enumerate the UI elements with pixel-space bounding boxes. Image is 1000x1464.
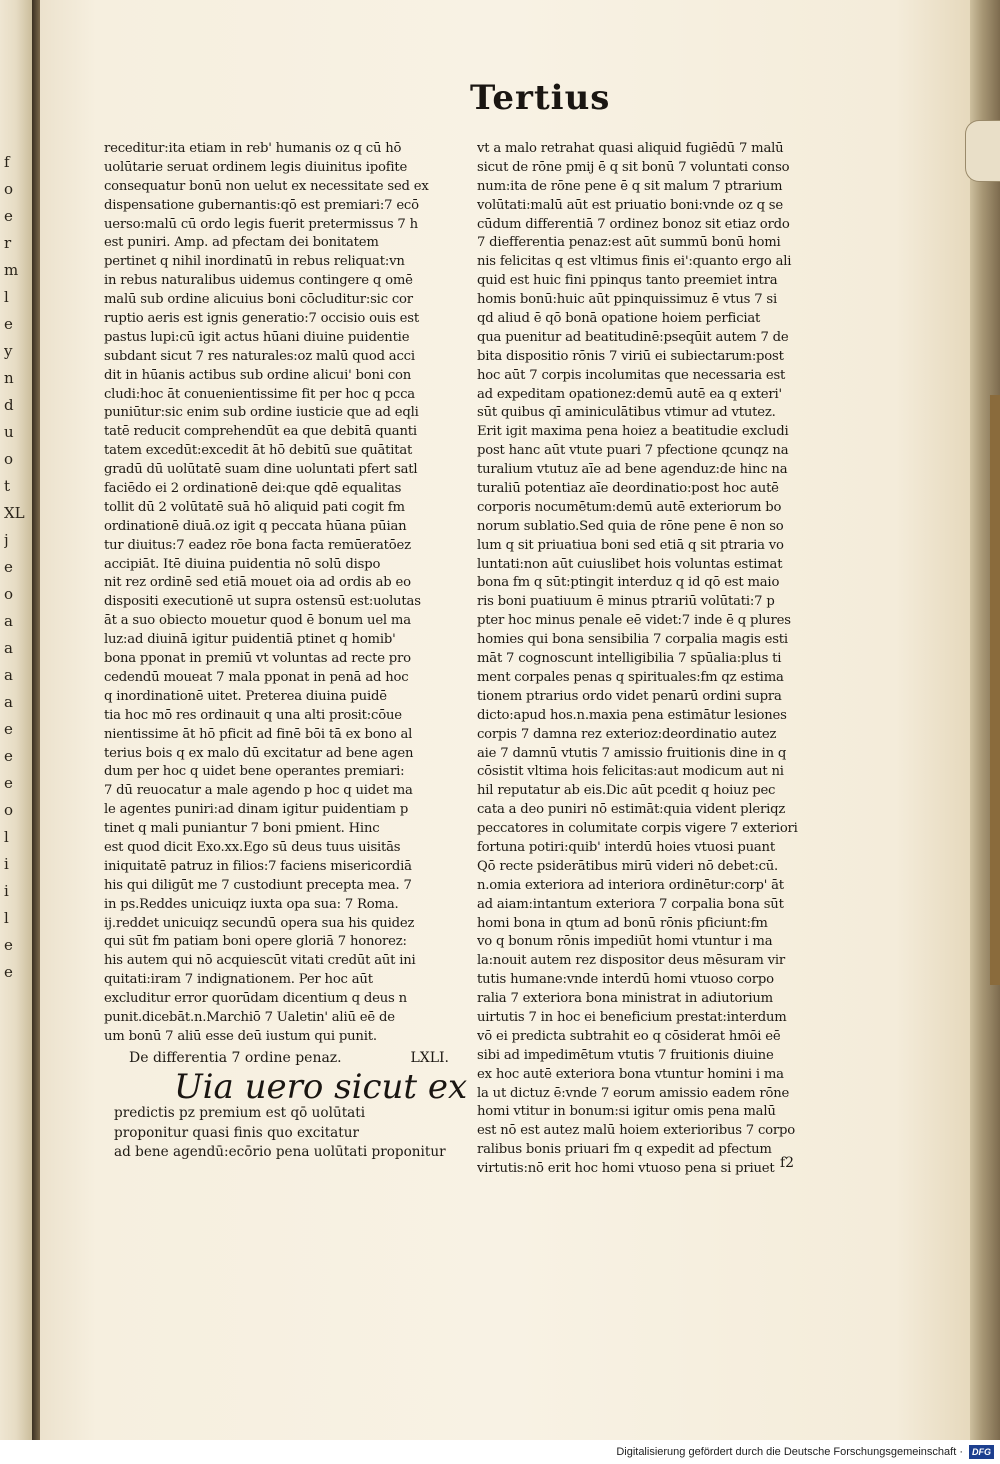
text-line: cludi:hoc āt conuenientissime fit per hoc q pcca (104, 386, 415, 402)
text-line: ment corpales penas q spirituales:fm qz estima (477, 669, 784, 685)
text-line: ij.reddet unicuiqz secundū opera sua his quidez (104, 915, 415, 931)
text-line: Erit igit maxima pena hoiez a beatitudie excludi (477, 424, 789, 440)
chapter-initial-line: Uia uero sicut ex (174, 1067, 468, 1107)
margin-fragment: y (4, 342, 13, 360)
margin-fragment: a (4, 693, 13, 711)
text-line: est nō est autez malū hoiem exterioribus 7 corpo (477, 1123, 795, 1139)
text-line: n.omia exteriora ad interiora ordinētur:corp' āt (477, 877, 784, 893)
text-line: luz:ad diuinā igitur puidentiā ptinet q homib' (104, 632, 396, 648)
chapter-number: LXLI. (410, 1050, 449, 1066)
text-line: in rebus naturalibus uidemus contingere q omē (104, 273, 413, 289)
text-line: cūdum differentiā 7 ordinez bonoz sit etiaz ordo (477, 216, 790, 232)
text-line: virtutis:nō erit hoc homi vtuoso pena si priuet (477, 1161, 775, 1177)
text-line: dispensatione gubernantis:qō est premiari:7 ecō (104, 197, 419, 213)
text-line: dicto:apud hos.n.maxia pena estimātur lesiones (477, 707, 787, 723)
text-line: iniquitatē patruz in filios:7 faciens misericordiā (104, 858, 412, 874)
text-line: uirtutis 7 in hoc ei beneficium prestat:interdum (477, 1009, 787, 1025)
text-line: lum q sit priuatiua boni sed etiā q sit ptraria vo (477, 537, 784, 553)
margin-fragment: e (4, 207, 13, 225)
text-line: sicut de rōne pmij ē q sit bonū 7 voluntati conso (477, 159, 790, 175)
margin-fragment: a (4, 666, 13, 684)
text-line: his qui diligūt me 7 custodiunt precepta mea. 7 (104, 877, 412, 893)
margin-fragment: i (4, 882, 9, 900)
text-line: ex hoc autē exteriora bona vtuntur homini i ma (477, 1066, 784, 1082)
text-line: dum per hoc q uidet bene operantes premiari: (104, 764, 405, 780)
text-line: qua puenitur ad beatitudinē:pseqūit autem 7 de (477, 329, 789, 345)
text-line: cedendū moueat 7 mala pponat in penā ad hoc (104, 669, 409, 685)
text-line: dit in hūanis actibus sub ordine alicui' boni con (104, 367, 412, 383)
margin-fragment: e (4, 558, 13, 576)
text-line: sūt quibus qī aminiculātibus vtimur ad vtutez. (477, 405, 776, 421)
margin-fragment: l (4, 288, 9, 306)
text-line: hoc aūt 7 corpis incolumitas que necessaria est (477, 367, 786, 383)
text-line: le agentes puniri:ad dinam igitur puidentiam p (104, 802, 409, 818)
margin-fragment: f (4, 153, 10, 171)
text-line: ralibus bonis priuari fm q expedit ad pfectum (477, 1142, 772, 1158)
text-line: 7 diefferentia penaz:est aūt summū bonū homi (477, 235, 781, 251)
text-line: quid est huic fini ppinqus tanto preemiet intra (477, 273, 778, 289)
text-line: post hanc aūt vtute puari 7 pfectione qcunqz na (477, 443, 789, 459)
margin-fragment: o (4, 801, 14, 819)
footer-bar (0, 1440, 1000, 1464)
margin-fragment: o (4, 180, 14, 198)
text-line: ralia 7 exteriora bona ministrat in adiutorium (477, 991, 773, 1007)
text-line: gradū dū uolūtatē suam dine uoluntati pfert satl (104, 462, 418, 478)
text-line: ad aiam:intantum exteriora 7 corpalia bona sūt (477, 896, 784, 912)
text-line: tionem ptrarius ordo videt penarū ordini supra (477, 688, 782, 704)
text-line: luntati:non aūt cuiuslibet hois voluntas estimat (477, 556, 783, 572)
text-line: turaliū potentiaz aīe deordinatio:post hoc autē (477, 481, 779, 497)
margin-fragment: e (4, 315, 13, 333)
margin-fragment: d (4, 396, 14, 414)
margin-fragment: e (4, 720, 13, 738)
text-line: qui sūt fm patiam boni opere gloriā 7 honorez: (104, 934, 407, 950)
text-line: tollit dū 2 volūtatē suā hō aliquid pati cogit fm (104, 499, 405, 515)
text-line: la:nouit autem rez dispositor deus mēsuram vir (477, 953, 785, 969)
text-line: homis bonū:huic aūt ppinquissimuz ē vtus 7 si (477, 292, 777, 308)
text-line: tinet q mali puniantur 7 boni pmient. Hinc (104, 821, 380, 837)
text-line: terius bois q ex malo dū excitatur ad bene agen (104, 745, 414, 761)
text-line: punit.dicebāt.n.Marchiō 7 Ualetin' aliū eē de (104, 1009, 395, 1025)
text-line: est puniri. Amp. ad pfectam dei bonitatem (104, 235, 379, 251)
margin-fragment: e (4, 936, 13, 954)
margin-fragment: l (4, 828, 9, 846)
margin-fragment: XL (4, 504, 25, 522)
text-line: vō ei predicta subtrahit eo q cōsiderat hmōi eē (477, 1028, 781, 1044)
text-line: tia hoc mō res ordinauit q una alti prosit:cōue (104, 707, 402, 723)
text-line: tur diuitus:7 eadez rōe bona facta remūeratōez (104, 537, 411, 553)
text-line: dispositi executionē ut supra ostensū est:uolutas (104, 594, 421, 610)
text-line: bona pponat in premiū vt voluntas ad recte pro (104, 651, 411, 667)
margin-fragment: e (4, 774, 13, 792)
margin-fragment: t (4, 477, 11, 495)
text-line: ad expeditam opationez:demū autē ea q exteri' (477, 386, 782, 402)
text-line: quitati:iram 7 indignationem. Per hoc aūt (104, 972, 373, 988)
text-line: pter hoc minus penale eē videt:7 inde ē q plures (477, 613, 791, 629)
text-line: receditur:ita etiam in reb' humanis oz q cū hō (104, 141, 402, 156)
margin-fragment: n (4, 369, 14, 387)
margin-fragment: r (4, 234, 12, 252)
text-line: āt a suo obiecto mouetur quod ē bonum uel ma (104, 613, 411, 629)
text-line: la ut dictuz ē:vnde 7 eorum amissio eadem rōne (477, 1085, 790, 1101)
text-line: ordinationē diuā.oz igit q peccata hūana pūian (104, 518, 407, 534)
chapter-opening-text (114, 1104, 454, 1163)
text-line: num:ita de rōne pene ē q sit malum 7 ptrarium (477, 178, 783, 194)
text-line: māt 7 cognoscunt intelligibilia 7 spūalia:plus ti (477, 651, 782, 667)
text-line: ad bene agendū:ecōrio pena uolūtati proponitur (114, 1144, 446, 1160)
text-line: vt a malo retrahat quasi aliquid fugiēdū 7 malū (477, 141, 784, 156)
page-clip (965, 120, 1000, 182)
text-line: qd aliud ē qō bonā opatione hoiem perficiat (477, 311, 761, 327)
text-line: homies qui bona sensibilia 7 corpalia magis esti (477, 632, 788, 648)
text-line: proponitur quasi finis quo excitatur (114, 1124, 359, 1141)
text-line: uerso:malū cū ordo legis fuerit pretermissus 7 h (104, 216, 418, 232)
text-line: corpis 7 damna rez exterioz:deordinatio autez (477, 726, 777, 742)
text-line: turalium vtutuz aīe ad bene agenduz:de hinc na (477, 462, 788, 478)
text-line: fortuna potiri:quib' interdū hoies vtuosi puant (477, 839, 775, 855)
text-line: ris boni puatiuum ē minus ptrariū volūtati:7 p (477, 594, 775, 610)
margin-fragment: a (4, 639, 13, 657)
margin-fragment: o (4, 450, 14, 468)
dfg-logo: DFG (969, 1445, 994, 1459)
text-line: est quod dicit Exo.xx.Ego sū deus tuus uisitās (104, 839, 401, 855)
text-line: nis felicitas q est vltimus finis ei':quanto ergo ali (477, 254, 792, 270)
text-line: excluditur error quorūdam dicentium q deus n (104, 991, 407, 1007)
text-line: accipiāt. Itē diuina puidentia nō solū dispo (104, 556, 381, 572)
text-line: homi vtitur in bonum:si igitur omis pena malū (477, 1104, 776, 1120)
margin-fragment: e (4, 963, 13, 981)
text-line: homi bona in qtum ad bonū rōnis pficiunt:fm (477, 915, 768, 931)
text-line: q inordinationē uitet. Preterea diuina puidē (104, 688, 387, 704)
text-line: peccatores in columitate corpis vigere 7 exteriori (477, 821, 798, 837)
text-line: faciēdo ei 2 ordinationē dei:que qdē equalitas (104, 481, 402, 497)
right-text-column (477, 140, 827, 1179)
text-line: volūtati:malū aūt est priuatio boni:vnde oz q se (477, 197, 783, 213)
text-line: aie 7 damnū vtutis 7 amissio fruitionis dine in q (477, 745, 787, 761)
text-line: tatem excedūt:excedit āt hō debitū sue quātitat (104, 443, 413, 459)
text-line: subdant sicut 7 res naturales:oz malū quod acci (104, 348, 415, 364)
funding-credit: Digitalisierung gefördert durch die Deutsche Forschungsgemeinschaft · (616, 1446, 963, 1458)
text-line: tutis humane:vnde interdū homi vtuoso corpo (477, 972, 774, 988)
chapter-title: De differentia 7 ordine penaz. (129, 1050, 342, 1066)
margin-fragment: o (4, 585, 14, 603)
text-line: nit rez ordinē sed etiā mouet oia ad ordis ab eo (104, 575, 411, 591)
left-text-column (104, 140, 444, 1047)
text-line: cata a deo puniri nō estimāt:quia vident pleriqz (477, 802, 786, 818)
text-line: um bonū 7 aliū esse deū iustum qui punit. (104, 1028, 377, 1044)
text-line: sibi ad impedimētum vtutis 7 fruitionis diuine (477, 1047, 774, 1063)
text-line: malū sub ordine alicuius boni cōcluditur:sic cor (104, 292, 413, 308)
text-line: bita dispositio rōnis 7 viriū ei subiectarum:post (477, 348, 784, 364)
text-line: in ps.Reddes unicuiqz iuxta opa sua: 7 Roma. (104, 896, 399, 912)
text-line: nientissime āt hō pficit ad finē bōi tā ex bono al (104, 726, 413, 742)
text-line: his autem qui nō acquiescūt vitati credūt aūt ini (104, 953, 416, 969)
text-line: Qō recte psiderātibus mirū videri nō debet:cū. (477, 858, 779, 874)
page-sheet (40, 0, 970, 1440)
margin-fragment: m (4, 261, 19, 279)
text-line: vo q bonum rōnis impediūt homi vtuntur i ma (477, 934, 773, 950)
text-line: hil reputatur ab eis.Dic aūt pcedit q hoiuz pec (477, 783, 776, 799)
margin-fragment: a (4, 612, 13, 630)
text-line: consequatur bonū non uelut ex necessitate sed ex (104, 178, 429, 194)
text-line: puniūtur:sic enim sub ordine iusticie que ad eqli (104, 405, 419, 421)
text-line: tatē reducit comprehendūt ea que debitā quanti (104, 424, 417, 440)
margin-fragment: i (4, 855, 9, 873)
text-line: uolūtarie seruat ordinem legis diuinitus ipofite (104, 159, 408, 175)
text-line: bona fm q sūt:ptingit interduz q id qō est maio (477, 575, 780, 591)
text-line: pastus lupi:cū igit actus hūani diuine puidentie (104, 329, 410, 345)
text-line: corporis nocumētum:demū autē exteriorum bo (477, 499, 782, 515)
margin-fragment: e (4, 747, 13, 765)
bookmark-ribbon (990, 395, 1000, 985)
text-line: norum sublatio.Sed quia de rōne pene ē non so (477, 518, 784, 534)
text-line: 7 dū reuocatur a male agendo p hoc q uidet ma (104, 783, 413, 799)
text-line: ruptio aeris est ignis generatio:7 occisio ouis est (104, 311, 419, 327)
previous-page-edge (0, 0, 32, 1440)
text-line: cōsistit vltima hois felicitas:aut modicum aut ni (477, 764, 784, 780)
text-line: predictis pz premium est qō uolūtati (114, 1105, 366, 1121)
signature-mark: f2 (780, 1155, 795, 1171)
margin-fragment: j (4, 531, 9, 549)
margin-fragment: l (4, 909, 9, 927)
chapter-heading (129, 1050, 449, 1066)
running-title: Tertius (470, 78, 611, 118)
text-line: pertinet q nihil inordinatū in rebus reliquat:vn (104, 254, 405, 270)
margin-fragment: u (4, 423, 14, 441)
